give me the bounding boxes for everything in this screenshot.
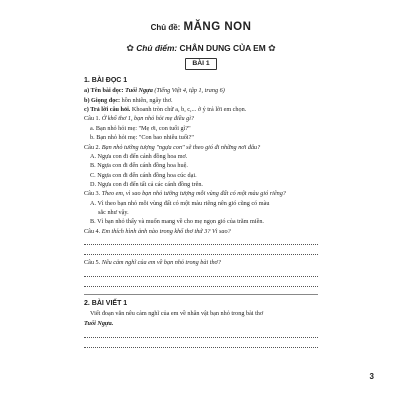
- flower-icon: ✿: [126, 43, 134, 54]
- theme-title: CHÂN DUNG CỦA EM: [179, 43, 266, 54]
- section-divider: [84, 294, 318, 295]
- question-text: Bạn nhỏ tưởng tượng "ngựa con" sẽ theo gió đi những nơi đâu?: [101, 143, 261, 151]
- flower-icon: ✿: [268, 43, 276, 54]
- answer-line[interactable]: [84, 270, 318, 277]
- question-label: Câu 2.: [84, 143, 101, 151]
- answer-line[interactable]: [84, 280, 318, 287]
- theme-prefix: Chủ điểm:: [136, 43, 178, 54]
- reading-title-label: a) Tên bài đọc:: [84, 87, 124, 95]
- question-4: [84, 228, 318, 236]
- answer-instruction-text: Khoanh tròn chữ a, b, c,... ở ý trả lời em chọn.: [131, 106, 247, 114]
- topic-prefix: Chủ đề:: [150, 23, 181, 32]
- question-text: Theo em, vì sao bạn nhỏ tưởng tượng mỗi vùng đất có một màu gió riêng?: [101, 190, 286, 198]
- writing-prompt-title: Tuổi Ngựa.: [84, 319, 114, 327]
- question-3: [84, 190, 318, 198]
- question-text: Nêu cảm nghĩ của em về bạn nhỏ trong bài thơ?: [101, 259, 221, 267]
- answer-option[interactable]: a. Bạn nhỏ hỏi mẹ: "Mẹ ơi, con tuổi gì?": [90, 124, 191, 132]
- answer-option[interactable]: C. Ngựa con đi đến cánh đồng hoa cúc dại.: [90, 171, 197, 179]
- question-2: [84, 144, 318, 152]
- answer-option[interactable]: b. Bạn nhỏ hỏi mẹ: "Con bao nhiêu tuổi?": [90, 134, 194, 142]
- lesson-badge-wrap: [84, 58, 318, 70]
- section-2-title: 2. BÀI VIẾT 1: [84, 300, 128, 308]
- question-label: Câu 3.: [84, 190, 101, 198]
- question-label: Câu 4.: [84, 227, 101, 235]
- question-1: [84, 115, 318, 123]
- answer-option-continued: sắc như vậy.: [98, 208, 129, 216]
- reading-voice-value: hồn nhiên, ngây thơ.: [121, 96, 173, 104]
- answer-option[interactable]: A. Ngựa con đi đến cánh đồng hoa mơ.: [90, 152, 188, 160]
- page-number: 3: [369, 372, 374, 381]
- theme-header: [84, 43, 318, 54]
- question-5: [84, 259, 318, 267]
- reading-source: (Tiếng Việt 4, tập 1, trang 6): [154, 87, 225, 95]
- reading-voice-line: [84, 97, 318, 105]
- question-text: Em thích hình ảnh nào trong khổ thơ thứ 3? Vì sao?: [101, 227, 231, 235]
- topic-header: [84, 20, 318, 34]
- lesson-badge: BÀI 1: [185, 58, 216, 70]
- reading-voice-label: b) Giọng đọc:: [84, 96, 121, 104]
- topic-title: MĂNG NON: [183, 21, 252, 33]
- answer-line[interactable]: [84, 238, 318, 245]
- writing-prompt: Viết đoạn văn nêu cảm nghĩ của em về nhân vật bạn nhỏ trong bài thơ: [90, 310, 264, 318]
- answer-option[interactable]: D. Ngựa con đi đến tất cả các cánh đồng trên.: [90, 180, 203, 188]
- section-1-title: 1. BÀI ĐỌC 1: [84, 77, 128, 85]
- question-text: Ở khổ thơ 1, bạn nhỏ hỏi mẹ điều gì?: [101, 115, 195, 123]
- question-label: Câu 1.: [84, 115, 101, 123]
- answer-option[interactable]: A. Vì theo bạn nhỏ mỗi vùng đất có một màu riêng nên gió cũng có màu: [90, 199, 270, 207]
- answer-instruction-label: c) Trả lời câu hỏi.: [84, 106, 131, 114]
- answer-option[interactable]: B. Vì bạn nhỏ thấy và muốn mang về cho mẹ ngọn gió của trăm miền.: [90, 218, 264, 226]
- answer-line[interactable]: [84, 248, 318, 255]
- answer-option[interactable]: B. Ngựa con đi đến cánh đồng hoa huệ.: [90, 162, 188, 170]
- reading-title: Tuổi Ngựa: [125, 87, 153, 95]
- answer-instruction-line: [84, 106, 318, 114]
- answer-line[interactable]: [84, 331, 318, 338]
- reading-title-line: [84, 87, 318, 95]
- answer-line[interactable]: [84, 341, 318, 348]
- question-label: Câu 5.: [84, 259, 101, 267]
